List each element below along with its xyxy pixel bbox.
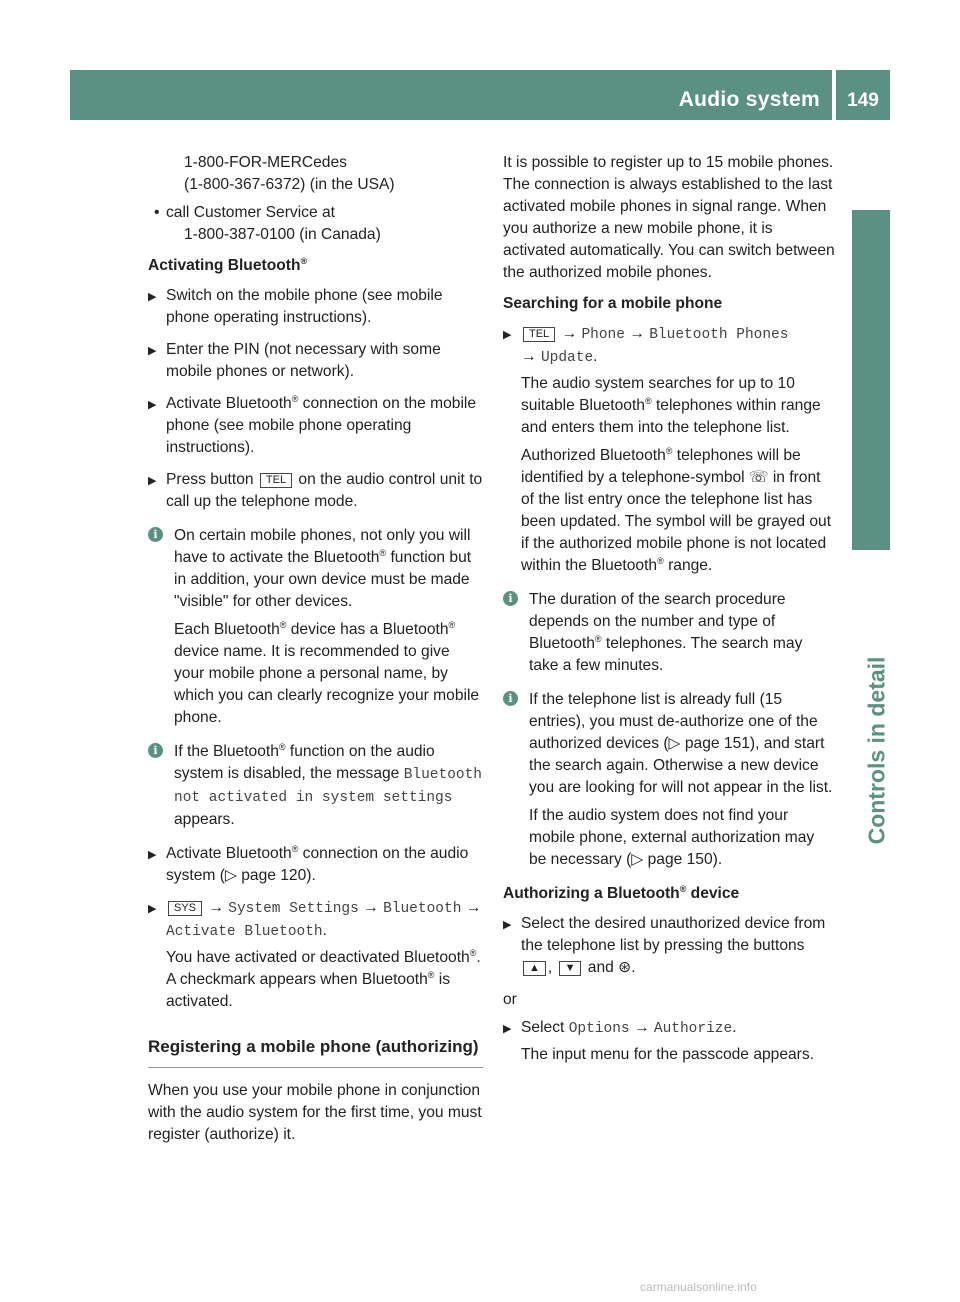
heading-authorizing: Authorizing a Bluetooth® device <box>503 883 740 902</box>
info-icon: i <box>148 743 163 758</box>
info-icon: i <box>503 691 518 706</box>
step-options-authorize: ▶ Select Options → Authorize. The input menu for the passcode appears. <box>503 1019 814 1063</box>
left-column <box>148 152 483 1146</box>
telephone-icon: ☏ <box>748 469 769 486</box>
ok-icon: ⊛ <box>618 959 632 976</box>
note-duration: i The duration of the search procedure depends on the number and type of Bluetooth® telephones. The search may take a few minutes. <box>503 589 835 677</box>
arrow-icon: ▶ <box>148 291 157 303</box>
heading-searching: Searching for a mobile phone <box>503 295 723 312</box>
arrow-icon: ▶ <box>148 903 157 915</box>
up-key: ▲ <box>523 961 546 976</box>
section-label: Controls in detail <box>863 656 890 844</box>
right-column <box>503 152 835 1076</box>
note-disabled: i If the Bluetooth® function on the audio system is disabled, the message Bluetooth not activated in system settings appears. <box>148 741 483 831</box>
step-activate-audio: ▶ Activate Bluetooth® connection on the audio system (▷ page 120). <box>148 843 469 884</box>
watermark: carmanualsonline.info <box>640 1280 757 1294</box>
step-enter-pin: ▶ Enter the PIN (not necessary with some mobile phones or network). <box>148 341 441 380</box>
section-tab <box>852 210 890 550</box>
tel-key: TEL <box>523 327 555 342</box>
arrow-icon: ▶ <box>148 849 157 861</box>
note-visible: i On certain mobile phones, not only you will have to activate the Bluetooth® function but in addition, your own device must be made "visible" for other devices. Each Bluetooth® device has a Bluetooth® device name. It is recommended to give your mobile phone a personal name, by which you can clearly recognize your mobile phone. <box>148 525 483 729</box>
page-number: 149 <box>847 90 879 111</box>
arrow-icon: ▶ <box>503 1023 512 1035</box>
or-text: or <box>503 991 517 1008</box>
step-select-device: ▶ Select the desired unauthorized device from the telephone list by pressing the buttons ▲ , ▼ and ⊛. <box>503 915 826 976</box>
step-sys: ▶ SYS → System Settings → Bluetooth → Activate Bluetooth. You have activated or deactivated Bluetooth®. A checkmark appears when Bluetooth® is activated. <box>148 899 482 1010</box>
arrow-icon: ▶ <box>503 329 512 341</box>
step-switch-on: ▶ Switch on the mobile phone (see mobile phone operating instructions). <box>148 287 443 326</box>
info-icon: i <box>503 591 518 606</box>
step-update: ▶ TEL → Phone → Bluetooth Phones → Update. The audio system searches for up to 10 suitable Bluetooth® telephones within range and enters them into the telephone list. Authorized Bluetooth® telephones will be identified by a telephone-symbol ☏ in front of the list entry once the telephone list has been updated. The symbol will be grayed out if the authorized mobile phone is not located within the Bluetooth® range. <box>503 325 832 574</box>
tel-key: TEL <box>260 473 292 488</box>
paragraph-register: When you use your mobile phone in conjunction with the audio system for the first time, you must register (authorize) it. <box>148 1082 482 1143</box>
heading-registering: Registering a mobile phone (authorizing) <box>148 1035 483 1068</box>
arrow-icon: ▶ <box>148 399 157 411</box>
list-item: • call Customer Service at 1-800-387-0100 (in Canada) <box>148 202 483 246</box>
paragraph-register-limit: It is possible to register up to 15 mobile phones. The connection is always established to the last activated mobile phones in signal range. When you authorize a new mobile phone, it is activated automatically. You can switch between the authorized mobile phones. <box>503 154 835 281</box>
step-press-tel: ▶ Press button TEL on the audio control unit to call up the telephone mode. <box>148 471 483 510</box>
arrow-icon: ▶ <box>148 345 157 357</box>
arrow-icon: ▶ <box>503 919 512 931</box>
arrow-icon: ▶ <box>148 475 157 487</box>
down-key: ▼ <box>559 961 582 976</box>
heading-activating: Activating Bluetooth® <box>148 255 308 274</box>
page-title: Audio system <box>678 88 820 111</box>
note-list-full: i If the telephone list is already full (15 entries), you must de-authorize one of the authorized devices (▷ page 151), and start the search again. Otherwise a new device you are looking for will not appear in the list. If the audio system does not find your mobile phone, external authorization may be necessary (▷ page 150). <box>503 689 835 871</box>
info-icon: i <box>148 527 163 542</box>
sys-key: SYS <box>168 901 202 916</box>
phone-usa: 1-800-FOR-MERCedes (1-800-367-6372) (in the USA) <box>184 154 395 193</box>
step-activate-phone: ▶ Activate Bluetooth® connection on the mobile phone (see mobile phone operating instructions). <box>148 393 477 456</box>
